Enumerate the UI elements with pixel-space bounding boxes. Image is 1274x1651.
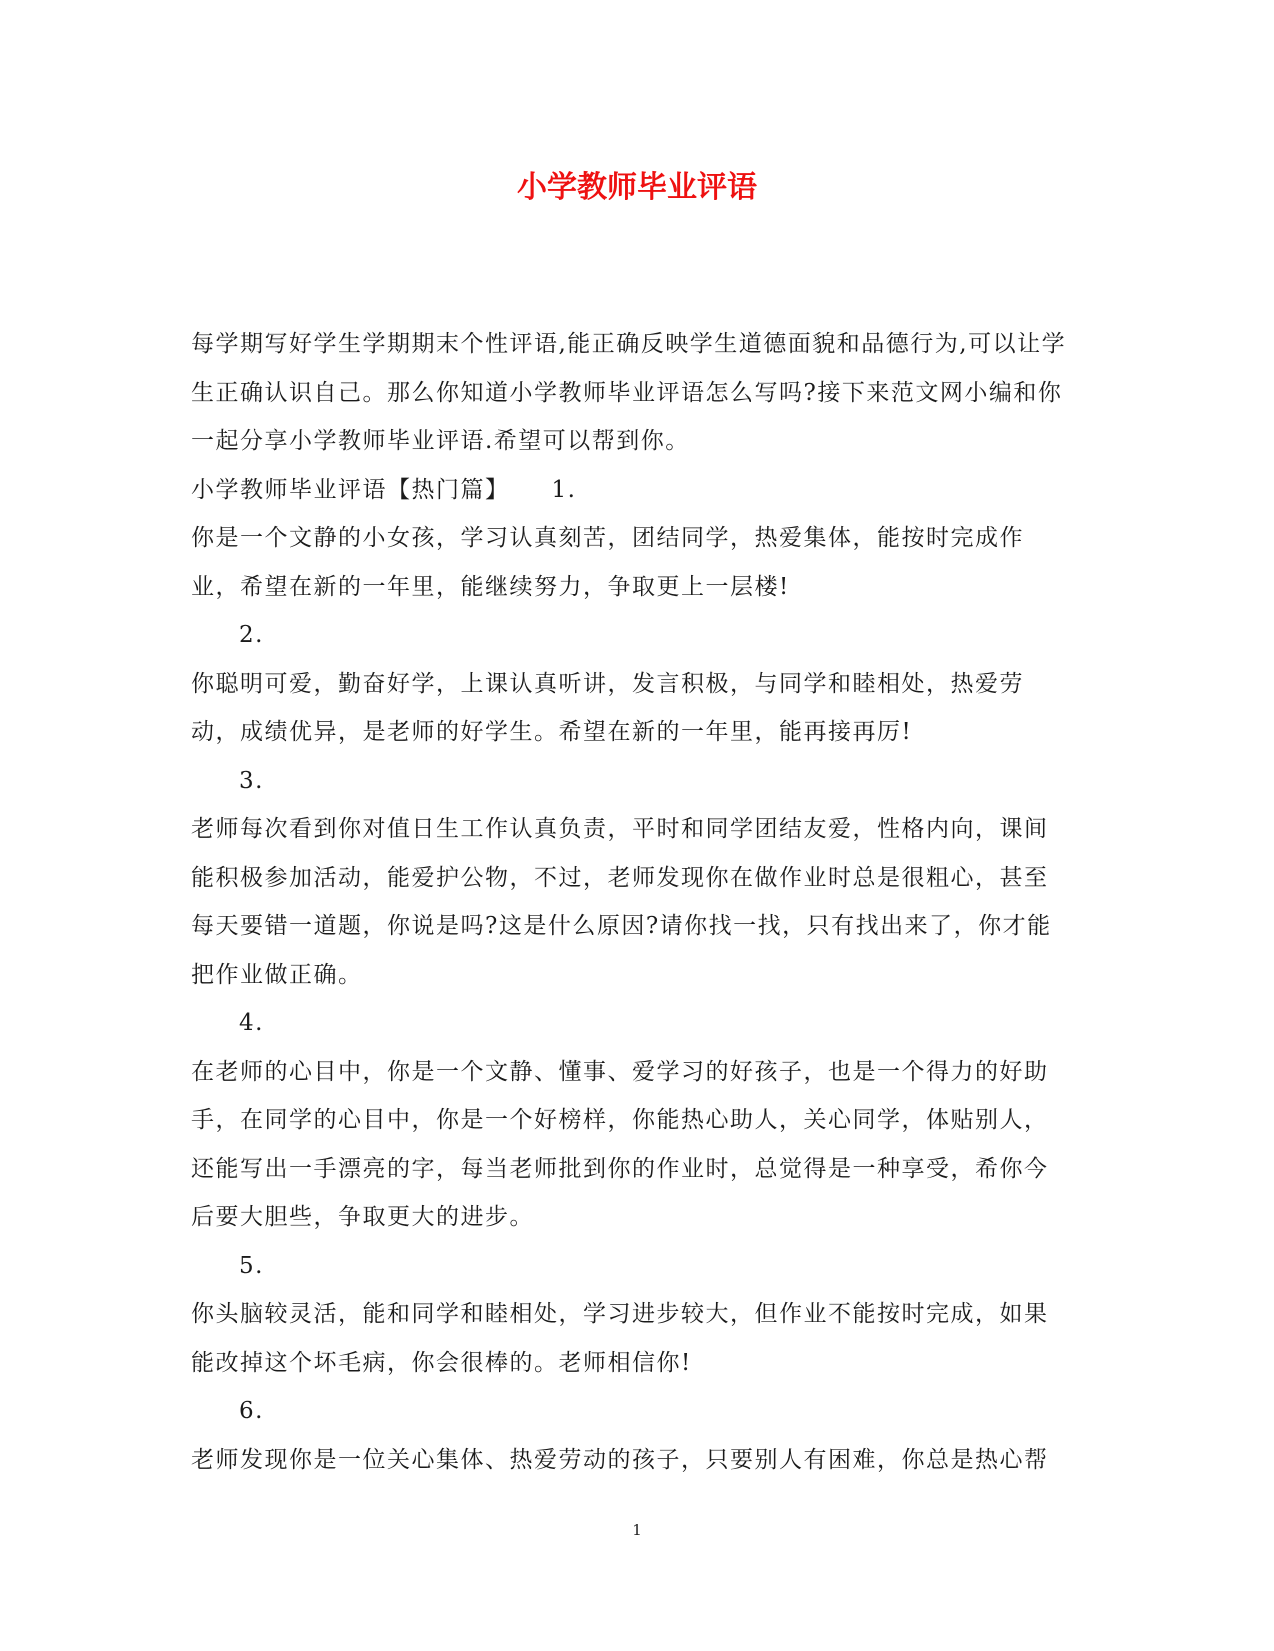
section-heading: 小学教师毕业评语【热门篇】 [191, 476, 510, 503]
comment-text: 你头脑较灵活，能和同学和睦相处，学习进步较大，但作业不能按时完成，如果能改掉这个坏毛病，你会很棒的。老师相信你! [191, 1301, 1049, 1376]
intro-paragraph: 每学期写好学生学期期末个性评语,能正确反映学生道德面貌和品德行为,可以让学生正确认识自己。那么你知道小学教师毕业评语怎么写吗?接下来范文网小编和你一起分享小学教师毕业评语.希望可以帮到你。 [191, 331, 1067, 454]
comment-text: 老师每次看到你对值日生工作认真负责，平时和同学团结友爱，性格内向，课间能积极参加活动，能爱护公物，不过，老师发现你在做作业时总是很粗心，甚至每天要错一道题，你说是吗?这是什么原因?请你找一找，只有找出来了，你才能把作业做正确。 [191, 816, 1052, 988]
page-number: 1 [632, 1521, 642, 1539]
item-number: 3. [239, 767, 264, 794]
item-number: 1. [551, 476, 577, 503]
comment-text: 在老师的心目中，你是一个文静、懂事、爱学习的好孩子，也是一个得力的好助手，在同学的心目中，你是一个好榜样，你能热心助人，关心同学，体贴别人，还能写出一手漂亮的字，每当老师批到你的作业时，总觉得是一种享受，希你今后要大胆些，争取更大的进步。 [191, 1058, 1049, 1230]
item-number: 5. [239, 1252, 264, 1279]
item-number: 6. [239, 1398, 264, 1424]
document-title: 小学教师毕业评语 [517, 170, 757, 205]
comment-text: 老师发现你是一位关心集体、热爱劳动的孩子，只要别人有困难，你总是热心帮 [191, 1446, 1049, 1473]
comment-text: 你是一个文静的小女孩，学习认真刻苦，团结同学，热爱集体，能按时完成作业，希望在新的一年里，能继续努力，争取更上一层楼! [191, 525, 1024, 600]
comment-text: 你聪明可爱，勤奋好学，上课认真听讲，发言积极，与同学和睦相处，热爱劳动，成绩优异，是老师的好学生。希望在新的一年里，能再接再厉! [191, 670, 1024, 745]
item-number: 4. [239, 1010, 264, 1036]
item-number: 2. [239, 622, 264, 648]
section-heading-line [191, 466, 1071, 515]
document-body [191, 320, 1071, 1484]
